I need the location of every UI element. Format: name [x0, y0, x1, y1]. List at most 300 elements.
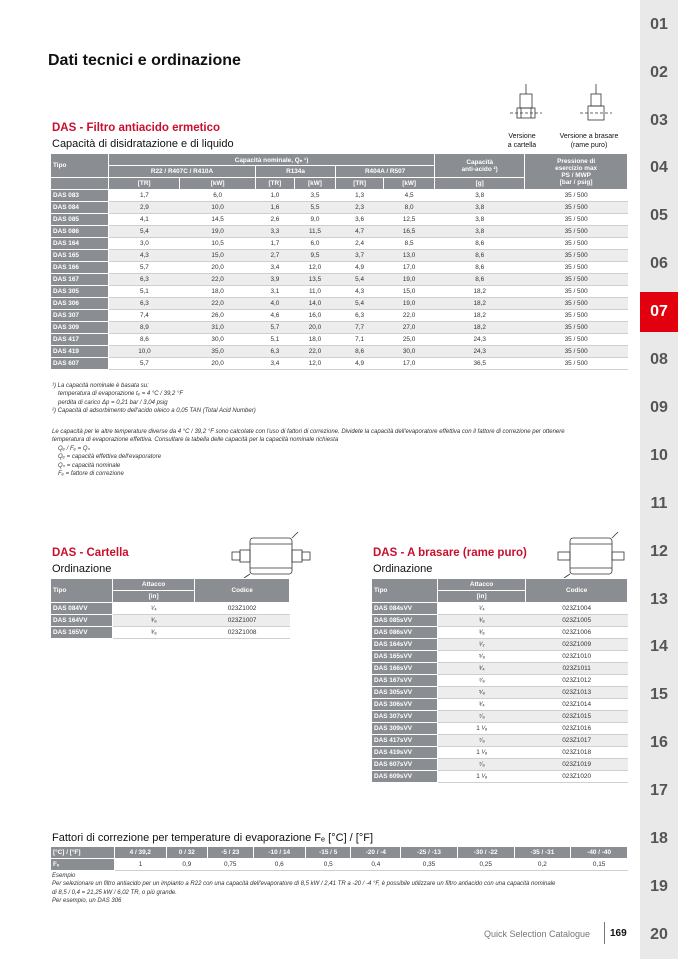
- value-cell: 4,9: [336, 262, 384, 274]
- type-cell: DAS 084: [51, 202, 109, 214]
- value-cell: 023Z1014: [526, 699, 628, 711]
- das-filter-subheading: Capacità di disidratazione e di liquido: [52, 138, 234, 150]
- table-row: [372, 627, 628, 639]
- value-cell: 18,2: [435, 322, 525, 334]
- value-cell: 4,7: [336, 226, 384, 238]
- example-note: [52, 872, 632, 906]
- value-cell: 3,4: [255, 262, 294, 274]
- brasare-heading: DAS - A brasare (rame puro): [373, 547, 527, 559]
- table-row: [51, 250, 628, 262]
- value-cell: 5,1: [255, 334, 294, 346]
- type-cell: DAS 167sVV: [372, 675, 438, 687]
- value-cell: 22,0: [180, 298, 256, 310]
- type-cell: DAS 086sVV: [372, 627, 438, 639]
- col-codice: Codice: [195, 579, 290, 603]
- value-cell: 35 / 500: [525, 238, 628, 250]
- col-tipo: Tipo: [51, 154, 109, 178]
- value-cell: 35 / 500: [525, 214, 628, 226]
- value-cell: 35 / 500: [525, 322, 628, 334]
- value-cell: 25,0: [384, 334, 435, 346]
- value-cell: 3,7: [336, 250, 384, 262]
- value-cell: 31,0: [180, 322, 256, 334]
- example-line: Per selezionare un filtro antiacido per un impianto a R22 con una capacità dell'evaporatore di 8,5 kW / 2,41 TR a -20 / -4 °F, è possibile utilizzare un filtro antiacido con una capacità nominale: [52, 881, 556, 888]
- footnote-line: ²) Capacità di adsorbimento dell'acido oleico a 0,05 TAN (Total Acid Number): [52, 408, 256, 415]
- col-anti-acid: Capacità anti-acido ²): [435, 154, 525, 178]
- table-row: [51, 310, 628, 322]
- value-cell: 13,5: [294, 274, 335, 286]
- temp-cell: -40 / -40: [571, 847, 628, 859]
- value-cell: 7,4: [109, 310, 180, 322]
- unit-kw: [kW]: [294, 178, 335, 190]
- chapter-tab-14[interactable]: 14: [650, 638, 668, 655]
- value-cell: 4,0: [255, 298, 294, 310]
- value-cell: 12,0: [294, 262, 335, 274]
- footnote-line: perdita di carico Δp = 0,21 bar / 3,04 psig: [58, 399, 168, 406]
- chapter-tab-01[interactable]: 01: [650, 16, 668, 33]
- value-cell: 3,8: [435, 190, 525, 202]
- value-cell: 8,6: [435, 274, 525, 286]
- value-cell: 023Z1017: [526, 735, 628, 747]
- value-cell: 2,9: [109, 202, 180, 214]
- type-cell: DAS 083: [51, 190, 109, 202]
- value-cell: 5,4: [336, 298, 384, 310]
- type-cell: DAS 164sVV: [372, 639, 438, 651]
- value-cell: 4,1: [109, 214, 180, 226]
- value-cell: 4,3: [109, 250, 180, 262]
- value-cell: 30,0: [384, 346, 435, 358]
- value-cell: 023Z1020: [526, 771, 628, 783]
- factor-cell: 0,4: [351, 859, 401, 871]
- value-cell: 35 / 500: [525, 226, 628, 238]
- value-cell: 35 / 500: [525, 298, 628, 310]
- value-cell: 9,5: [294, 250, 335, 262]
- value-cell: 35 / 500: [525, 250, 628, 262]
- value-cell: 35,0: [180, 346, 256, 358]
- chapter-tab-19[interactable]: 19: [650, 878, 668, 895]
- value-cell: 2,4: [336, 238, 384, 250]
- type-cell: DAS 084sVV: [372, 603, 438, 615]
- type-cell: DAS 419: [51, 346, 109, 358]
- chapter-tab-11[interactable]: 11: [650, 495, 668, 512]
- value-cell: ³⁄₈: [438, 627, 526, 639]
- value-cell: 023Z1007: [195, 615, 290, 627]
- value-cell: 6,3: [336, 310, 384, 322]
- correction-notes: [52, 428, 632, 478]
- value-cell: 35 / 500: [525, 274, 628, 286]
- col-r22: R22 / R407C / R410A: [109, 166, 256, 178]
- value-cell: 26,0: [180, 310, 256, 322]
- value-cell: 17,0: [384, 262, 435, 274]
- unit-tr: [TR]: [255, 178, 294, 190]
- table-row: [51, 334, 628, 346]
- chapter-tab-04[interactable]: 04: [650, 159, 668, 176]
- value-cell: 20,0: [180, 358, 256, 370]
- table-row: [372, 735, 628, 747]
- factor-label: Fₑ: [51, 859, 115, 871]
- temp-label: [°C] / [°F]: [51, 847, 115, 859]
- factor-cell: 0,6: [253, 859, 305, 871]
- value-cell: 22,0: [384, 310, 435, 322]
- type-cell: DAS 084VV: [51, 603, 113, 615]
- solder-version-drawing: [576, 82, 616, 130]
- value-cell: 24,3: [435, 346, 525, 358]
- value-cell: 023Z1004: [526, 603, 628, 615]
- table-row: [372, 771, 628, 783]
- footnote-line: ¹) La capacità nominale è basata su:: [52, 383, 149, 389]
- value-cell: 023Z1011: [526, 663, 628, 675]
- factor-cell: 0,2: [514, 859, 571, 871]
- type-cell: DAS 305: [51, 286, 109, 298]
- value-cell: 6,3: [255, 346, 294, 358]
- value-cell: 6,0: [294, 238, 335, 250]
- value-cell: 023Z1008: [195, 627, 290, 639]
- col-codice: Codice: [526, 579, 628, 603]
- value-cell: 4,6: [255, 310, 294, 322]
- value-cell: 35 / 500: [525, 286, 628, 298]
- value-cell: ⁵⁄₈: [438, 687, 526, 699]
- chapter-tab-17[interactable]: 17: [650, 782, 668, 799]
- value-cell: 8,6: [435, 262, 525, 274]
- value-cell: 3,1: [255, 286, 294, 298]
- value-cell: 3,8: [435, 226, 525, 238]
- value-cell: 11,5: [294, 226, 335, 238]
- value-cell: 5,7: [255, 322, 294, 334]
- value-cell: 023Z1016: [526, 723, 628, 735]
- value-cell: 36,5: [435, 358, 525, 370]
- table-row: [51, 603, 290, 615]
- value-cell: 1 ¹⁄₈: [438, 723, 526, 735]
- unit-kw: [kW]: [384, 178, 435, 190]
- value-cell: ¹⁄₄: [113, 603, 195, 615]
- table-row: [51, 322, 628, 334]
- value-cell: ⁷⁄₈: [438, 711, 526, 723]
- value-cell: 4,5: [384, 190, 435, 202]
- value-cell: 15,0: [384, 286, 435, 298]
- value-cell: 12,5: [384, 214, 435, 226]
- type-cell: DAS 166: [51, 262, 109, 274]
- cartella-subheading: Ordinazione: [52, 563, 112, 575]
- value-cell: 8,6: [336, 346, 384, 358]
- table-row: [372, 603, 628, 615]
- value-cell: 35 / 500: [525, 310, 628, 322]
- col-capacity-group: Capacità nominale, Qₙ ¹): [109, 154, 435, 166]
- value-cell: 4,9: [336, 358, 384, 370]
- table-row: [372, 675, 628, 687]
- chapter-tab-05[interactable]: 05: [650, 207, 668, 224]
- chapter-tab-20[interactable]: 20: [650, 926, 668, 943]
- col-attacco: Attacco: [438, 579, 526, 591]
- solder-caption-text: Versione a brasare (rame puro): [559, 133, 619, 149]
- value-cell: 6,0: [180, 190, 256, 202]
- value-cell: 18,2: [435, 310, 525, 322]
- unit-in: [in]: [438, 591, 526, 603]
- col-tipo: Tipo: [51, 579, 113, 603]
- temp-cell: 4 / 39,2: [114, 847, 166, 859]
- table-row: [51, 615, 290, 627]
- page-number: 169: [610, 928, 627, 939]
- type-cell: DAS 166sVV: [372, 663, 438, 675]
- value-cell: 1,7: [255, 238, 294, 250]
- chapter-tab-07[interactable]: 07: [640, 292, 678, 332]
- value-cell: 10,0: [109, 346, 180, 358]
- das-filter-table: [50, 153, 628, 370]
- table-row: [372, 759, 628, 771]
- example-line: Per esempio, un DAS 306: [52, 898, 122, 905]
- value-cell: 5,4: [109, 226, 180, 238]
- value-cell: 35 / 500: [525, 334, 628, 346]
- value-cell: 3,4: [255, 358, 294, 370]
- value-cell: 13,0: [384, 250, 435, 262]
- factor-cell: 0,5: [305, 859, 351, 871]
- col-empty: [51, 178, 109, 190]
- value-cell: 8,6: [435, 250, 525, 262]
- value-cell: 1,6: [255, 202, 294, 214]
- value-cell: 35 / 500: [525, 346, 628, 358]
- value-cell: 5,5: [294, 202, 335, 214]
- value-cell: 5,7: [109, 262, 180, 274]
- value-cell: 023Z1015: [526, 711, 628, 723]
- type-cell: DAS 085sVV: [372, 615, 438, 627]
- col-r404a: R404A / R507: [336, 166, 435, 178]
- footer-divider: [604, 922, 605, 944]
- value-cell: 10,0: [180, 202, 256, 214]
- value-cell: 7,7: [336, 322, 384, 334]
- table-row: [51, 358, 628, 370]
- value-cell: 9,0: [294, 214, 335, 226]
- factor-cell: 0,15: [571, 859, 628, 871]
- factor-cell: 0,35: [401, 859, 458, 871]
- table-row: [372, 639, 628, 651]
- type-cell: DAS 167: [51, 274, 109, 286]
- footnotes: [52, 382, 256, 416]
- value-cell: 27,0: [384, 322, 435, 334]
- value-cell: 14,5: [180, 214, 256, 226]
- footnote-line: temperatura di evaporazione tₑ = 4 °C / 39,2 °F: [58, 391, 184, 398]
- value-cell: 16,0: [294, 310, 335, 322]
- flare-version-drawing: [506, 82, 546, 130]
- temp-cell: -15 / 5: [305, 847, 351, 859]
- value-cell: 22,0: [294, 346, 335, 358]
- value-cell: 18,0: [294, 334, 335, 346]
- type-cell: DAS 309sVV: [372, 723, 438, 735]
- table-row: [372, 723, 628, 735]
- value-cell: 1 ¹⁄₈: [438, 771, 526, 783]
- value-cell: ⁷⁄₈: [438, 675, 526, 687]
- table-row: [372, 651, 628, 663]
- chapter-tab-02[interactable]: 02: [650, 64, 668, 81]
- value-cell: 11,0: [294, 286, 335, 298]
- chapter-tab-10[interactable]: 10: [650, 447, 668, 464]
- value-cell: 023Z1006: [526, 627, 628, 639]
- type-cell: DAS 306sVV: [372, 699, 438, 711]
- table-row: [372, 663, 628, 675]
- flare-caption: [496, 132, 548, 150]
- type-cell: DAS 419sVV: [372, 747, 438, 759]
- value-cell: 023Z1010: [526, 651, 628, 663]
- value-cell: 3,8: [435, 214, 525, 226]
- col-pressure: Pressione di esercizio max PS / MWP [bar / psig]: [525, 154, 628, 190]
- brasare-subheading: Ordinazione: [373, 563, 433, 575]
- das-filter-heading: DAS - Filtro antiacido ermetico: [52, 122, 221, 134]
- value-cell: 2,7: [255, 250, 294, 262]
- correction-table: [50, 846, 628, 871]
- unit-in: [in]: [113, 591, 195, 603]
- temp-cell: -25 / -13: [401, 847, 458, 859]
- cartella-table: [50, 578, 290, 639]
- unit-tr: [TR]: [336, 178, 384, 190]
- table-row: [51, 202, 628, 214]
- temp-cell: -35 / -31: [514, 847, 571, 859]
- value-cell: 16,5: [384, 226, 435, 238]
- value-cell: 3,6: [336, 214, 384, 226]
- value-cell: 18,2: [435, 286, 525, 298]
- col-r134a: R134a: [255, 166, 335, 178]
- value-cell: ¹⁄₄: [438, 603, 526, 615]
- factor-cell: 1: [114, 859, 166, 871]
- chapter-tab-15[interactable]: 15: [650, 686, 668, 703]
- value-cell: 15,0: [180, 250, 256, 262]
- footer-catalogue: Quick Selection Catalogue: [484, 929, 591, 939]
- value-cell: 1,3: [336, 190, 384, 202]
- type-cell: DAS 164: [51, 238, 109, 250]
- value-cell: 2,6: [255, 214, 294, 226]
- temp-cell: -20 / -4: [351, 847, 401, 859]
- table-row: [372, 615, 628, 627]
- value-cell: 5,7: [109, 358, 180, 370]
- table-row: [51, 346, 628, 358]
- table-row: [51, 627, 290, 639]
- das-solder-drawing: [548, 530, 632, 580]
- table-row: [372, 711, 628, 723]
- chapter-tab-18[interactable]: 18: [650, 830, 668, 847]
- value-cell: 35 / 500: [525, 262, 628, 274]
- value-cell: 8,0: [384, 202, 435, 214]
- unit-g: [g]: [435, 178, 525, 190]
- chapter-tab-12[interactable]: 12: [650, 543, 668, 560]
- value-cell: ³⁄₄: [438, 699, 526, 711]
- type-cell: DAS 164VV: [51, 615, 113, 627]
- value-cell: 023Z1018: [526, 747, 628, 759]
- table-row: [372, 699, 628, 711]
- example-line: Esempio: [52, 873, 76, 879]
- value-cell: 20,0: [180, 262, 256, 274]
- factor-cell: 0,9: [166, 859, 207, 871]
- col-tipo: Tipo: [372, 579, 438, 603]
- value-cell: 14,0: [294, 298, 335, 310]
- type-cell: DAS 165: [51, 250, 109, 262]
- table-row: [51, 274, 628, 286]
- page-title: Dati tecnici e ordinazione: [48, 52, 241, 69]
- value-cell: ³⁄₈: [113, 615, 195, 627]
- das-flare-drawing: [228, 530, 312, 580]
- note-line: temperatura di evaporazione effettiva. Consultare la tabella delle capacità per la capacità nominale richiesta: [52, 437, 339, 444]
- table-row: [51, 262, 628, 274]
- value-cell: 17,0: [384, 358, 435, 370]
- table-row: [51, 226, 628, 238]
- value-cell: 023Z1005: [526, 615, 628, 627]
- value-cell: 3,3: [255, 226, 294, 238]
- table-row: [51, 190, 628, 202]
- value-cell: 1,7: [109, 190, 180, 202]
- chapter-tab-03[interactable]: 03: [650, 112, 668, 129]
- value-cell: 19,0: [384, 298, 435, 310]
- value-cell: 35 / 500: [525, 190, 628, 202]
- value-cell: 4,3: [336, 286, 384, 298]
- value-cell: 3,9: [255, 274, 294, 286]
- type-cell: DAS 085: [51, 214, 109, 226]
- value-cell: ³⁄₈: [438, 615, 526, 627]
- value-cell: 7,1: [336, 334, 384, 346]
- value-cell: 3,0: [109, 238, 180, 250]
- factor-cell: 0,75: [208, 859, 254, 871]
- solder-caption: [554, 132, 624, 150]
- type-cell: DAS 417: [51, 334, 109, 346]
- note-line: Qₙ = capacità nominale: [58, 462, 121, 469]
- type-cell: DAS 305sVV: [372, 687, 438, 699]
- unit-kw: [kW]: [180, 178, 256, 190]
- chapter-tab-08[interactable]: 08: [650, 351, 668, 368]
- value-cell: 22,0: [180, 274, 256, 286]
- chapter-tab-13[interactable]: 13: [650, 591, 668, 608]
- value-cell: ⁵⁄₈: [438, 651, 526, 663]
- factor-cell: 0,25: [457, 859, 514, 871]
- note-line: Qₑ = capacità effettiva dell'evaporatore: [58, 454, 162, 461]
- value-cell: 20,0: [294, 322, 335, 334]
- type-cell: DAS 307: [51, 310, 109, 322]
- table-row: [51, 238, 628, 250]
- brasare-table: [371, 578, 628, 783]
- type-cell: DAS 607sVV: [372, 759, 438, 771]
- temp-cell: -10 / 14: [253, 847, 305, 859]
- chapter-tab-16[interactable]: 16: [650, 734, 668, 751]
- type-cell: DAS 086: [51, 226, 109, 238]
- value-cell: 1,0: [255, 190, 294, 202]
- chapter-tab-06[interactable]: 06: [650, 255, 668, 272]
- temp-cell: -5 / 23: [208, 847, 254, 859]
- value-cell: 18,0: [180, 286, 256, 298]
- value-cell: 6,3: [109, 274, 180, 286]
- table-row: [51, 298, 628, 310]
- value-cell: 023Z1019: [526, 759, 628, 771]
- value-cell: 35 / 500: [525, 358, 628, 370]
- temp-cell: 0 / 32: [166, 847, 207, 859]
- value-cell: ⁷⁄₈: [438, 759, 526, 771]
- chapter-tab-09[interactable]: 09: [650, 399, 668, 416]
- example-line: di 8,5 / 0,4 = 21,25 kW / 6,02 TR, o più grande.: [52, 889, 177, 896]
- cartella-heading: DAS - Cartella: [52, 547, 129, 559]
- value-cell: 35 / 500: [525, 202, 628, 214]
- value-cell: ⁷⁄₈: [438, 735, 526, 747]
- value-cell: 5,4: [336, 274, 384, 286]
- value-cell: 8,5: [384, 238, 435, 250]
- table-row: [51, 214, 628, 226]
- type-cell: DAS 609sVV: [372, 771, 438, 783]
- value-cell: ³⁄₈: [113, 627, 195, 639]
- value-cell: 18,2: [435, 298, 525, 310]
- table-row: [51, 286, 628, 298]
- value-cell: ³⁄₄: [438, 663, 526, 675]
- table-row: [372, 687, 628, 699]
- value-cell: 023Z1009: [526, 639, 628, 651]
- flare-caption-text: Versione a cartella: [507, 133, 537, 149]
- note-line: Fₑ = fattore di correzione: [58, 471, 124, 478]
- value-cell: 023Z1002: [195, 603, 290, 615]
- value-cell: 1 ¹⁄₈: [438, 747, 526, 759]
- value-cell: 10,5: [180, 238, 256, 250]
- table-row: [372, 747, 628, 759]
- value-cell: 5,1: [109, 286, 180, 298]
- note-line: Le capacità per le altre temperature diverse da 4 °C / 39,2 °F sono calcolate con l'uso di fattori di correzione. Dividete la capacità dell'evaporatore effettiva con il fattore di correzione per ottenere: [52, 429, 565, 435]
